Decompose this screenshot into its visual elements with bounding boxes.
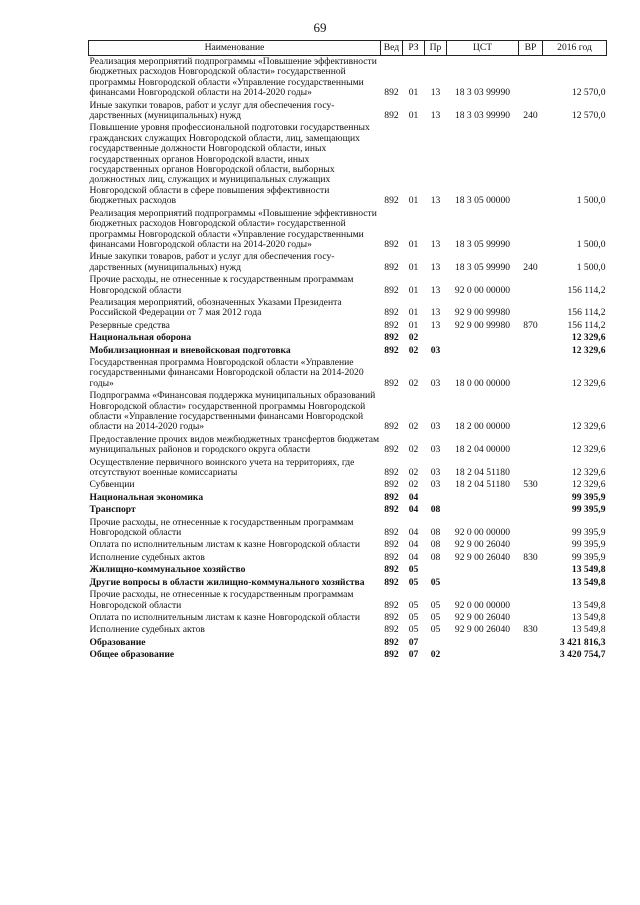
row-sum: 99 395,9 [571,504,606,516]
row-sum: 99 395,9 [571,491,606,503]
row-cst: 92 9 00 99980 [454,307,511,319]
table-row [89,390,607,434]
row-ved: 892 [384,576,399,588]
row-cst [447,564,519,576]
row-vr [519,564,543,576]
row-vr [519,434,543,457]
table-row [89,434,607,457]
row-vr [519,297,543,320]
row-pr: 03 [430,479,441,491]
row-sum: 13 549,8 [571,624,606,636]
row-rz: 02 [408,444,419,456]
row-ved: 892 [384,377,399,389]
row-pr: 13 [430,319,441,331]
row-ved: 892 [384,649,399,661]
row-pr: 13 [430,87,441,99]
row-ved: 892 [384,110,399,122]
row-vr [519,390,543,434]
row-rz: 01 [408,319,419,331]
row-name: Резервные средства [89,319,170,331]
table-row [89,274,607,297]
row-ved: 892 [384,504,399,516]
row-name: Реализация мероприятий подпрограммы «Повышение эффективности бюджетных расходов Новгородской области» государственной программы Новгородской области «Управление государственными финансами Новгородской области на 2014-2020 годы» [89,207,377,250]
row-sum: 13 549,8 [571,611,606,623]
row-rz: 04 [408,491,419,503]
row-cst: 18 3 03 99990 [454,87,511,99]
row-name: Государственная программа Новгородской области «Управление государственными финансами Новгородской области на 2014-2020 годы» [89,356,364,389]
row-rz: 01 [408,307,419,319]
row-cst: 92 9 00 26040 [454,551,511,563]
row-cst: 18 2 04 00000 [454,444,511,456]
row-ved: 892 [384,479,399,491]
row-name: Осуществление первичного воинского учета на территориях, где отсутствуют военные комиссариаты [89,456,355,479]
row-vr: 530 [523,479,538,491]
row-ved: 892 [384,284,399,296]
row-cst: 92 9 00 26040 [454,539,511,551]
row-ved: 892 [384,599,399,611]
row-ved: 892 [384,261,399,273]
row-cst: 92 9 00 99980 [454,319,511,331]
row-sum: 12 329,6 [571,332,606,344]
row-sum: 12 329,6 [571,479,606,491]
row-pr [425,492,447,504]
row-vr [519,122,543,207]
row-pr: 03 [430,421,441,433]
row-ved: 892 [384,238,399,250]
header-year: 2016 год [543,41,607,56]
row-name: Исполнение судебных актов [89,624,205,636]
row-vr [519,539,543,551]
row-rz: 07 [408,649,419,661]
row-rz: 02 [408,467,419,479]
table-row [89,612,607,624]
row-ved: 892 [384,611,399,623]
row-rz: 02 [408,421,419,433]
row-vr: 830 [523,624,538,636]
row-name: Оплата по исполнительным листам к казне Новгородской области [89,539,360,551]
row-vr [519,612,543,624]
row-name: Субвенции [89,479,135,491]
row-ved: 892 [384,195,399,207]
row-sum: 13 549,8 [571,599,606,611]
row-sum: 1 500,0 [576,261,606,273]
row-pr: 13 [430,110,441,122]
row-sum: 3 420 754,7 [559,649,606,661]
row-pr: 03 [430,467,441,479]
row-pr: 03 [430,444,441,456]
row-rz: 04 [408,504,419,516]
row-name: Транспорт [89,504,136,516]
row-sum: 12 329,6 [571,444,606,456]
row-rz: 02 [408,344,419,356]
row-name: Национальная оборона [89,332,192,344]
table-row [89,208,607,252]
row-cst: 18 3 05 99990 [454,261,511,273]
row-pr: 08 [430,539,441,551]
header-cst: ЦСТ [447,41,519,56]
row-pr: 08 [430,527,441,539]
row-name: Подпрограмма «Финансовая поддержка муниципальных образований Новгородской области» государственной программы Новгородской области «Управление государственными финансами Новгородской области на 2014-2020 годы» [89,390,376,433]
row-cst [447,577,519,589]
row-pr [425,332,447,344]
row-ved: 892 [384,539,399,551]
row-vr: 240 [523,261,538,273]
table-row [89,492,607,504]
row-vr [519,504,543,516]
table-row [89,56,607,100]
row-vr [519,332,543,344]
row-name: Иные закупки товаров, работ и услуг для обеспечения государственных (муниципальных) нужд [89,251,335,273]
row-vr [519,208,543,252]
row-cst [447,492,519,504]
page-number: 69 [313,20,327,35]
row-cst [447,332,519,344]
row-ved: 892 [384,319,399,331]
row-pr: 05 [430,611,441,623]
table-row [89,297,607,320]
row-cst: 92 0 00 00000 [454,599,511,611]
row-rz: 01 [408,110,419,122]
row-rz: 01 [408,261,419,273]
row-sum: 12 329,6 [571,344,606,356]
row-rz: 05 [408,576,419,588]
row-pr [425,637,447,649]
row-pr: 03 [430,377,441,389]
row-pr: 05 [430,624,441,636]
table-row [89,517,607,540]
row-pr [425,564,447,576]
row-name: Исполнение судебных актов [89,551,205,563]
row-name: Прочие расходы, не отнесенные к государственным программам Новгородской области [89,274,354,296]
row-rz: 05 [408,564,419,576]
table-row [89,564,607,576]
row-name: Образование [89,636,146,648]
row-pr: 13 [430,261,441,273]
row-rz: 04 [408,539,419,551]
table-row [89,100,607,123]
table-row [89,624,607,636]
row-name: Национальная экономика [89,491,204,503]
row-cst: 18 2 04 51180 [455,479,510,491]
table-row [89,332,607,344]
row-name: Реализация мероприятий подпрограммы «Повышение эффективности бюджетных расходов Новгородской области» государственной программы Новгородской области «Управление государственными финансами Новгородской области на 2014-2020 годы» [89,56,377,99]
row-cst: 18 3 05 99990 [454,238,511,250]
header-ved: Вед [381,41,403,56]
row-ved: 892 [384,344,399,356]
row-cst [447,649,519,661]
row-rz: 02 [408,332,419,344]
row-sum: 13 549,8 [571,564,606,576]
row-pr: 13 [430,307,441,319]
row-pr: 13 [430,195,441,207]
row-pr: 13 [430,238,441,250]
table-row [89,649,607,661]
table-row [89,589,607,612]
table-row [89,577,607,589]
row-pr: 13 [430,284,441,296]
table-row [89,251,607,274]
row-sum: 12 570,0 [571,87,606,99]
row-cst: 18 2 00 00000 [454,421,511,433]
row-cst: 92 0 00 00000 [454,527,511,539]
row-sum: 12 329,6 [571,467,606,479]
row-ved: 892 [384,551,399,563]
row-cst: 18 0 00 00000 [454,377,511,389]
row-sum: 1 500,0 [576,238,606,250]
row-rz: 07 [408,636,419,648]
row-sum: 13 549,8 [571,576,606,588]
row-pr: 08 [430,551,441,563]
row-rz: 05 [408,611,419,623]
row-cst: 92 0 00 00000 [454,284,511,296]
header-vr: ВР [519,41,543,56]
row-cst: 18 2 04 51180 [455,467,510,479]
row-rz: 01 [408,87,419,99]
row-vr [519,274,543,297]
row-rz: 02 [408,479,419,491]
budget-table [88,40,607,662]
row-vr: 830 [523,551,538,563]
row-vr [519,517,543,540]
row-rz: 04 [408,551,419,563]
row-vr: 240 [523,110,538,122]
row-name: Жилищно-коммунальное хозяйство [89,564,246,576]
table-row [89,552,607,564]
row-name: Другие вопросы в области жилищно-коммунального хозяйства [89,576,365,588]
row-ved: 892 [384,527,399,539]
row-vr [519,649,543,661]
row-ved: 892 [384,332,399,344]
table-row [89,320,607,332]
row-ved: 892 [384,307,399,319]
row-cst [447,504,519,516]
row-sum: 99 395,9 [571,539,606,551]
row-vr [519,577,543,589]
row-ved: 892 [384,444,399,456]
row-cst [447,345,519,357]
table-row [89,357,607,390]
row-rz: 05 [408,624,419,636]
row-rz: 04 [408,527,419,539]
row-vr: 870 [523,319,538,331]
row-ved: 892 [384,564,399,576]
row-name: Реализация мероприятий, обозначенных Указами Президента Российской Федерации от 7 мая 2012 года [89,296,342,319]
row-pr: 05 [430,599,441,611]
row-cst: 18 3 05 00000 [454,195,511,207]
table-row [89,122,607,207]
row-name: Прочие расходы, не отнесенные к государственным программам Новгородской области [89,589,354,611]
row-sum: 156 114,2 [567,284,606,296]
row-pr: 02 [430,649,441,661]
table-row [89,479,607,491]
row-vr [519,357,543,390]
row-cst: 92 9 00 26040 [454,611,511,623]
row-rz: 01 [408,284,419,296]
table-body [89,56,607,662]
row-rz: 01 [408,238,419,250]
row-sum: 156 114,2 [567,319,606,331]
row-ved: 892 [384,636,399,648]
table-header-row [89,41,607,56]
row-sum: 1 500,0 [576,195,606,207]
row-name: Общее образование [89,649,175,661]
row-name: Иные закупки товаров, работ и услуг для обеспечения государственных (муниципальных) нужд [89,99,335,122]
row-vr [519,457,543,480]
row-sum: 99 395,9 [571,551,606,563]
row-cst: 92 9 00 26040 [454,624,511,636]
table-row [89,539,607,551]
row-pr: 08 [430,504,441,516]
row-sum: 99 395,9 [571,527,606,539]
row-sum: 3 421 816,3 [559,636,606,648]
row-name: Мобилизационная и вневойсковая подготовка [89,344,291,356]
row-name: Оплата по исполнительным листам к казне Новгородской области [89,611,360,623]
row-sum: 12 570,0 [571,110,606,122]
row-vr [519,345,543,357]
table-row [89,504,607,516]
row-ved: 892 [384,421,399,433]
row-vr [519,56,543,100]
row-ved: 892 [384,491,399,503]
row-pr: 05 [430,576,441,588]
row-cst [447,637,519,649]
row-name: Прочие расходы, не отнесенные к государственным программам Новгородской области [89,516,354,539]
row-rz: 02 [408,377,419,389]
row-name: Предоставление прочих видов межбюджетных трансфертов бюджетам муниципальных районов и городского округа области [89,433,380,456]
row-rz: 05 [408,599,419,611]
table-row [89,457,607,480]
table-row [89,345,607,357]
row-cst: 18 3 03 99990 [454,110,511,122]
row-sum: 12 329,6 [571,377,606,389]
row-vr [519,589,543,612]
header-pr: Пр [425,41,447,56]
row-sum: 12 329,6 [571,421,606,433]
row-ved: 892 [384,467,399,479]
row-name: Повышение уровня профессиональной подготовки государственных гражданских служащих Новгородской области, лиц, замещающих государственные должности Новгородской области, иных государственных органов Новгородской власти, иных государственных органов Новгородской области, выборных должностных лиц, служащих и муниципальных служащих Новгородской области в сфере повышения эффективности бюджетных расходов [89,122,370,207]
row-pr: 03 [430,344,441,356]
header-rz: РЗ [403,41,425,56]
row-ved: 892 [384,624,399,636]
row-rz: 01 [408,195,419,207]
row-sum: 156 114,2 [567,307,606,319]
row-vr [519,637,543,649]
table-row [89,637,607,649]
row-vr [519,492,543,504]
header-name: Наименование [89,41,381,56]
row-ved: 892 [384,87,399,99]
